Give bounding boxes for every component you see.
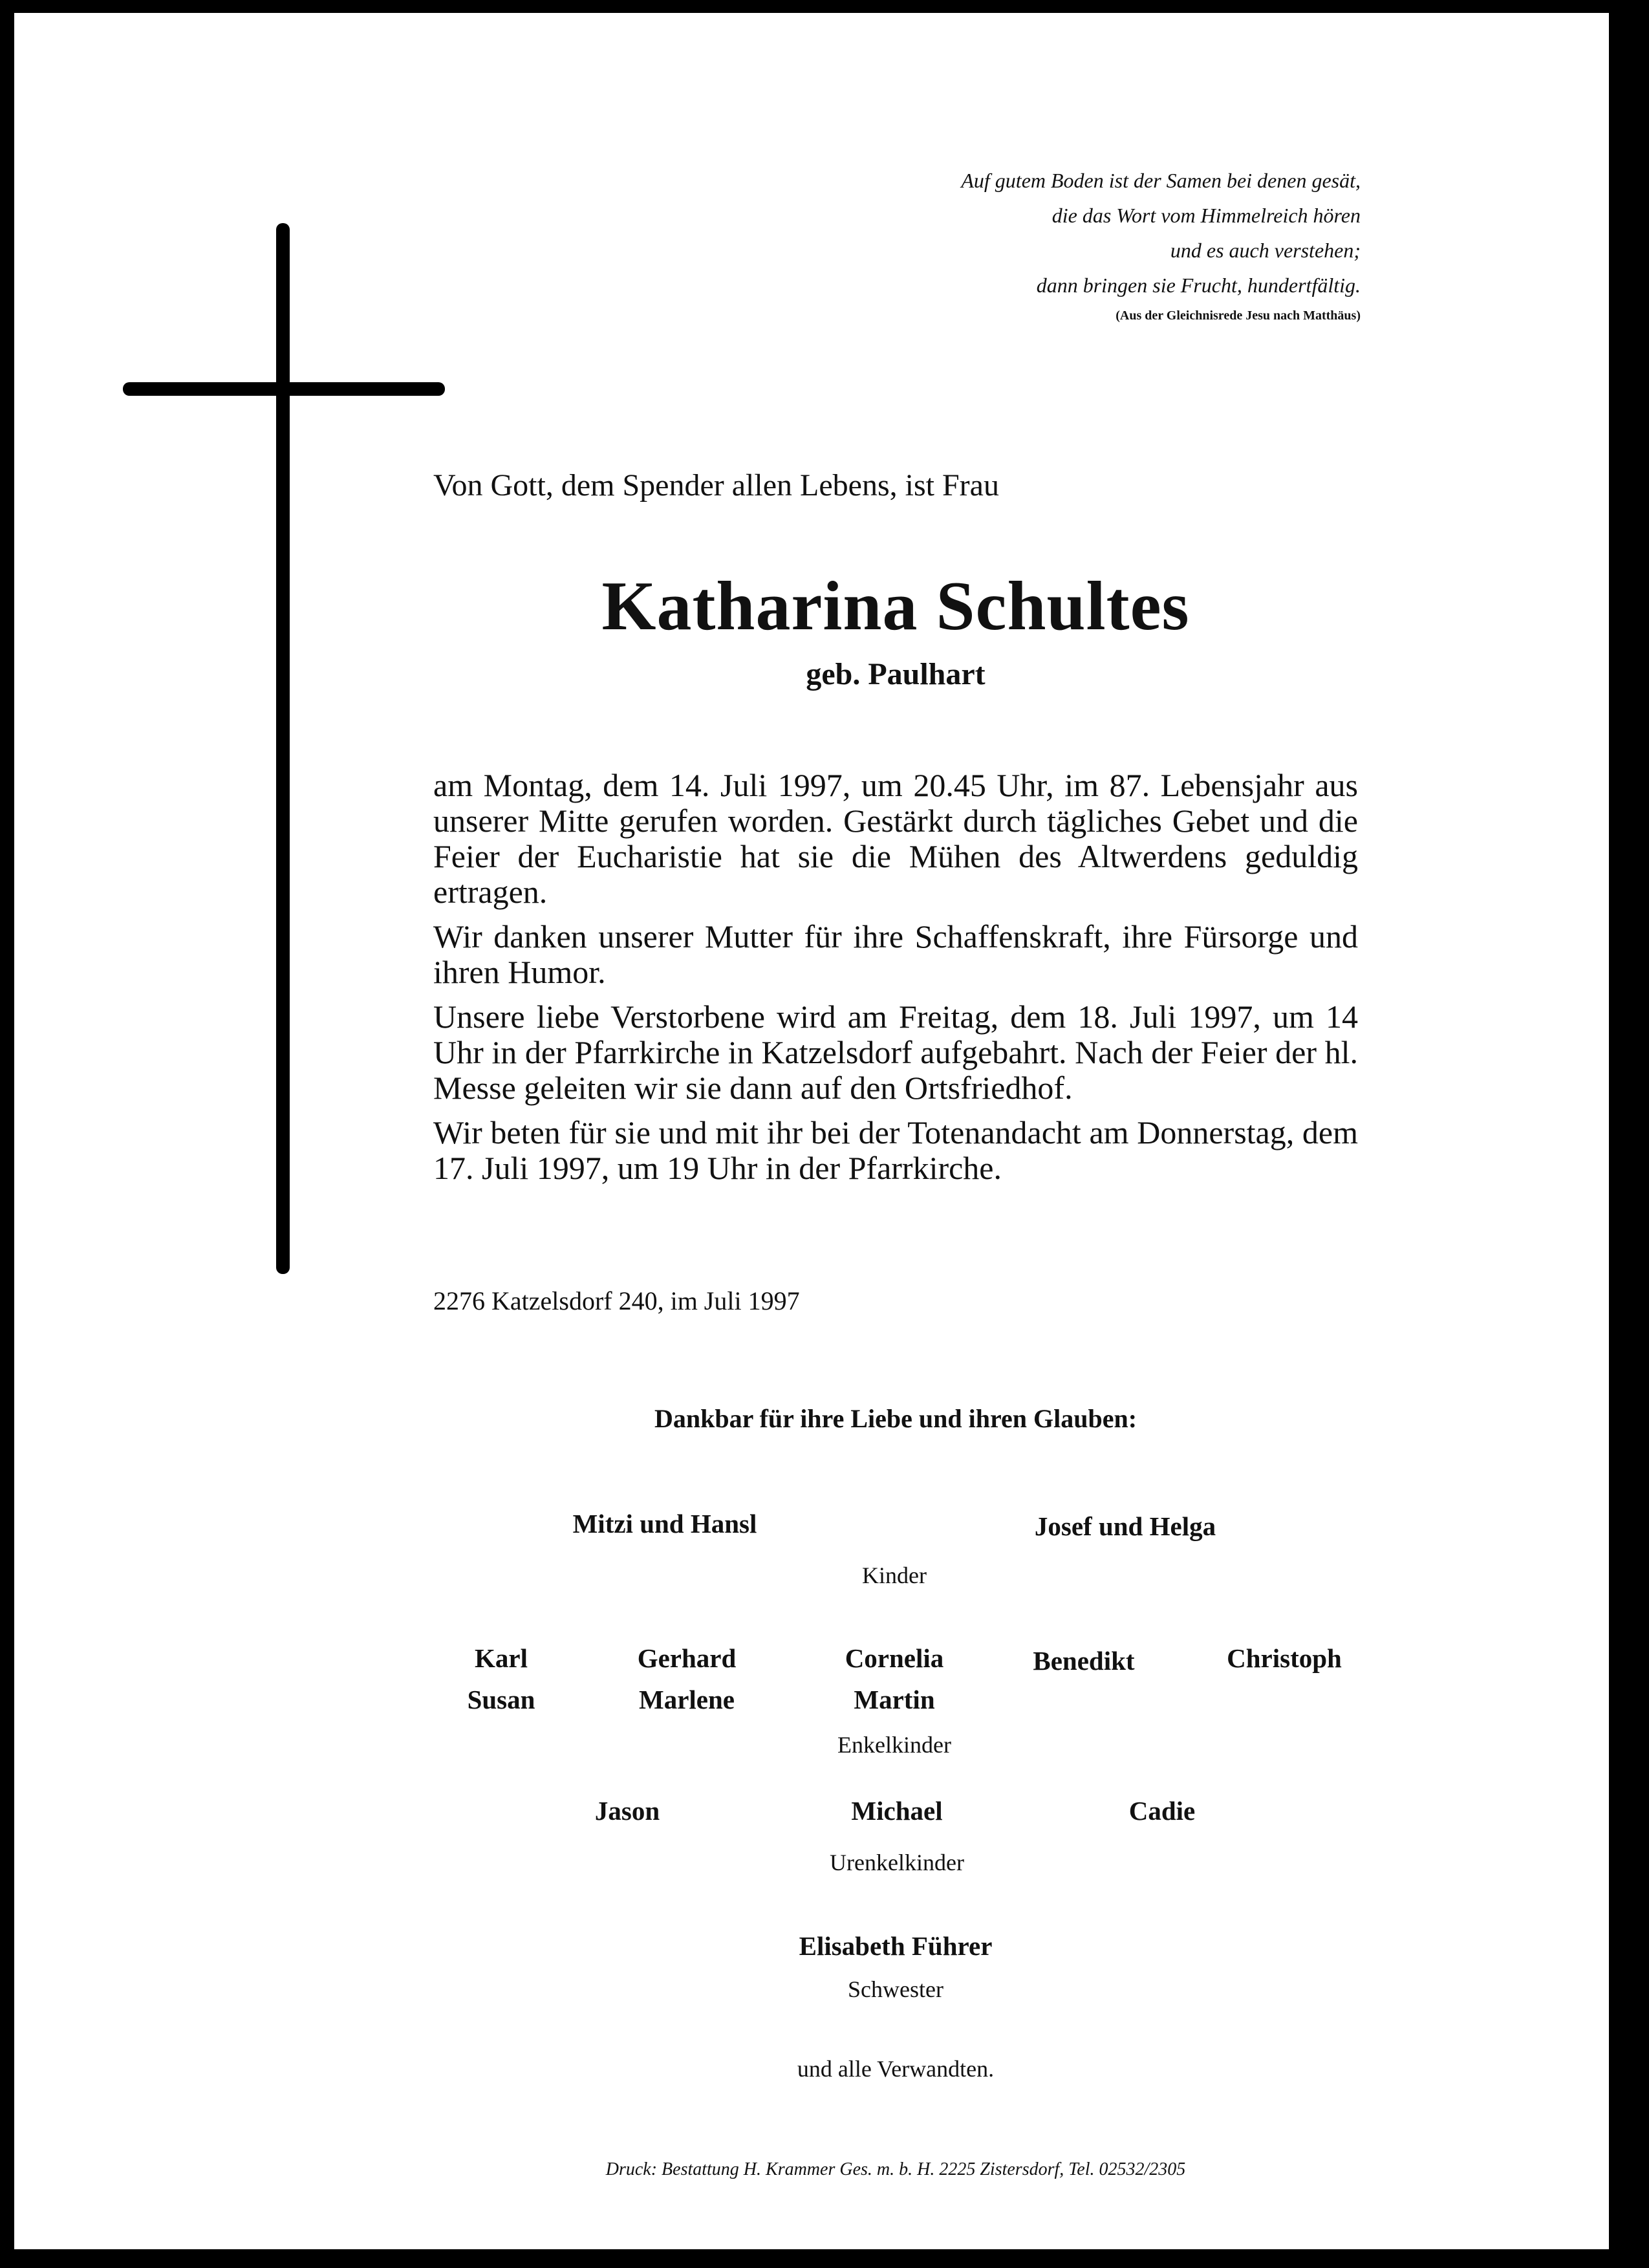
cross-horizontal-bar bbox=[123, 382, 445, 396]
paragraph: am Montag, dem 14. Juli 1997, um 20.45 Uhr, im 87. Lebensjahr aus unserer Mitte gerufen worden. Gestärkt durch tägliches Gebet und die Feier der Eucharistie hat sie die Mühen des Altwerdens geduldig ertragen. bbox=[433, 767, 1358, 910]
great-grandchild-name: Jason bbox=[594, 1796, 660, 1826]
bible-quote bbox=[649, 163, 1361, 329]
page-border-bottom bbox=[0, 2249, 1649, 2268]
paragraph: Wir beten für sie und mit ihr bei der Totenandacht am Donnerstag, dem 17. Juli 1997, um 19 Uhr in der Pfarrkirche. bbox=[433, 1114, 1358, 1186]
child-name: Mitzi und Hansl bbox=[572, 1509, 757, 1539]
quote-line: die das Wort vom Himmelreich hören bbox=[1051, 204, 1361, 227]
grandchild-name: Susan bbox=[467, 1685, 535, 1714]
sister-name: Elisabeth Führer bbox=[799, 1931, 993, 1961]
page-border-right bbox=[1609, 13, 1649, 2268]
quote-line: und es auch verstehen; bbox=[1170, 239, 1361, 262]
grandchild-name: Benedikt bbox=[1033, 1646, 1135, 1676]
intro-text: Von Gott, dem Spender allen Lebens, ist Frau bbox=[433, 468, 999, 502]
grandchild-name: Christoph bbox=[1227, 1643, 1342, 1673]
quote-line: Auf gutem Boden ist der Samen bei denen gesät, bbox=[961, 169, 1361, 192]
great-grandchild-name: Michael bbox=[851, 1796, 943, 1826]
relatives-line: und alle Verwandten. bbox=[797, 2056, 995, 2082]
deceased-name: Katharina Schultes bbox=[601, 568, 1190, 645]
grandchild-name: Martin bbox=[854, 1685, 935, 1714]
grandchild-name: Karl bbox=[475, 1643, 528, 1673]
grandchild-name: Cornelia bbox=[845, 1643, 944, 1673]
sister-label: Schwester bbox=[848, 1976, 943, 2002]
great-grandchildren-label: Urenkelkinder bbox=[830, 1850, 964, 1875]
announcement-body bbox=[433, 768, 1358, 1195]
page-border-left bbox=[0, 0, 14, 2268]
quote-source: (Aus der Gleichnisrede Jesu nach Matthäus) bbox=[1116, 308, 1361, 323]
paragraph: Wir danken unserer Mutter für ihre Schaffenskraft, ihre Fürsorge und ihren Humor. bbox=[433, 918, 1358, 990]
grandchild-name: Marlene bbox=[639, 1685, 735, 1714]
great-grandchild-name: Cadie bbox=[1128, 1796, 1196, 1826]
child-name: Josef und Helga bbox=[1034, 1511, 1216, 1541]
printer-footer: Druck: Bestattung H. Krammer Ges. m. b. H. 2225 Zistersdorf, Tel. 02532/2305 bbox=[605, 2159, 1186, 2179]
birth-name: geb. Paulhart bbox=[806, 657, 986, 691]
children-label: Kinder bbox=[862, 1562, 927, 1588]
place-date: 2276 Katzelsdorf 240, im Juli 1997 bbox=[433, 1286, 800, 1315]
grandchild-name: Gerhard bbox=[637, 1643, 737, 1673]
thanks-heading: Dankbar für ihre Liebe und ihren Glauben: bbox=[654, 1404, 1137, 1433]
cross-vertical-bar bbox=[276, 223, 290, 1274]
quote-line: dann bringen sie Frucht, hundertfältig. bbox=[1036, 274, 1361, 297]
grandchildren-label: Enkelkinder bbox=[837, 1732, 951, 1758]
page-border-top bbox=[0, 0, 1649, 13]
paragraph: Unsere liebe Verstorbene wird am Freitag, dem 18. Juli 1997, um 14 Uhr in der Pfarrkirche in Katzelsdorf aufgebahrt. Nach der Feier der hl. Messe geleiten wir sie dann auf den Ortsfriedhof. bbox=[433, 999, 1358, 1106]
